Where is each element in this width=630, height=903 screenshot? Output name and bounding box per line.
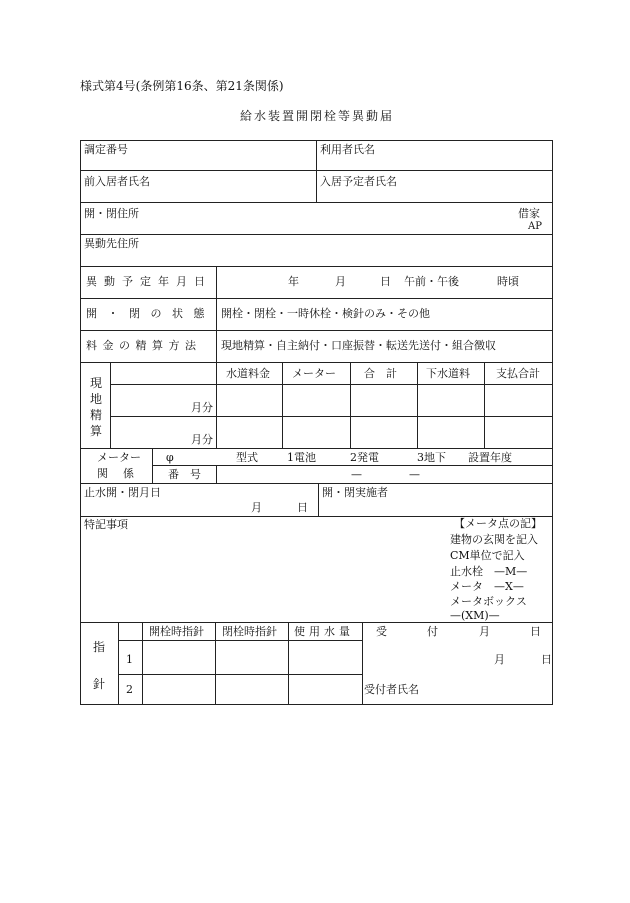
date-time-label: 時頃 xyxy=(497,275,519,288)
reading-row-1-number: 1 xyxy=(126,653,133,666)
legend-line-2: CM単位で記入 xyxy=(450,549,525,562)
header-sewer-fee: 下水道料 xyxy=(426,367,470,380)
reading-row-2-number: 2 xyxy=(126,683,133,696)
month-label-2: 月分 xyxy=(191,433,213,446)
meter-number-dash-1: — xyxy=(351,468,362,481)
status-options[interactable]: 開栓・閉栓・一時休栓・検針のみ・その他 xyxy=(221,307,430,320)
meter-phi: φ xyxy=(166,451,174,464)
date-ampm-label: 午前・午後 xyxy=(404,275,459,288)
move-address-field[interactable] xyxy=(84,251,548,263)
new-resident-label: 入居予定者氏名 xyxy=(320,175,397,188)
move-address-label: 異動先住所 xyxy=(84,237,139,250)
received-date-day: 日 xyxy=(541,653,552,666)
user-name-field[interactable] xyxy=(320,156,548,168)
received-attach-label: 付 xyxy=(427,625,438,638)
form-number: 様式第4号(条例第16条、第21条関係) xyxy=(80,79,284,93)
received-month-label: 月 xyxy=(479,625,490,638)
month-label-1: 月分 xyxy=(191,401,213,414)
meter-type-label: 型式 xyxy=(236,451,258,464)
header-payment-total: 支払合計 xyxy=(496,367,540,380)
header-meter: メーター xyxy=(292,367,336,380)
received-date-month: 月 xyxy=(494,653,505,666)
header-close-reading: 閉栓時指針 xyxy=(222,625,277,638)
legend-line-4: メータ —X— xyxy=(450,580,524,593)
new-resident-field[interactable] xyxy=(320,188,548,200)
rental-label: 借家 xyxy=(518,207,540,220)
reading-side-bottom: 針 xyxy=(93,677,106,691)
header-water-fee: 水道料金 xyxy=(226,367,270,380)
user-name-label: 利用者氏名 xyxy=(320,143,375,156)
received-label: 受 xyxy=(376,625,387,638)
executor-label: 開・閉実施者 xyxy=(322,486,388,499)
meter-label-bottom: 関 係 xyxy=(97,467,136,480)
meter-number-sub-label: 番 号 xyxy=(168,468,201,481)
reading-side-top: 指 xyxy=(93,640,106,654)
prev-resident-label: 前入居者氏名 xyxy=(84,175,150,188)
open-close-address-label: 開・閉住所 xyxy=(84,207,139,220)
header-total: 合 計 xyxy=(364,367,397,380)
legend-line-3: 止水栓 —M— xyxy=(450,565,528,578)
date-month-label: 月 xyxy=(335,275,346,288)
notes-field[interactable] xyxy=(84,534,434,618)
date-day-label: 日 xyxy=(380,275,391,288)
received-day-label: 日 xyxy=(530,625,541,638)
executor-field[interactable] xyxy=(322,500,548,512)
notes-label: 特記事項 xyxy=(84,518,128,531)
legend-line-5: メータボックス xyxy=(450,595,527,608)
legend-line-1: 建物の玄関を記入 xyxy=(450,533,538,546)
settlement-side-4: 算 xyxy=(90,424,103,438)
move-date-label: 異動予定年月日 xyxy=(86,275,212,288)
stop-valve-label: 止水開・閉月日 xyxy=(84,486,161,499)
payment-options[interactable]: 現地精算・自主納付・口座振替・転送先送付・組合徴収 xyxy=(221,339,496,352)
header-open-reading: 開栓時指針 xyxy=(149,625,204,638)
stop-valve-day: 日 xyxy=(297,501,308,514)
prev-resident-field[interactable] xyxy=(84,188,312,200)
ap-label: AP xyxy=(528,221,542,232)
meter-number-label: 調定番号 xyxy=(84,143,128,156)
settlement-side-1: 現 xyxy=(90,376,103,390)
status-label: 開・閉の状態 xyxy=(86,307,215,320)
settlement-side-2: 地 xyxy=(90,392,103,406)
stop-valve-month: 月 xyxy=(251,501,262,514)
meter-number-field[interactable] xyxy=(84,156,312,168)
date-year-label: 年 xyxy=(288,275,299,288)
form-title: 給水装置開閉栓等異動届 xyxy=(240,109,395,123)
legend-title: 【メータ点の記】 xyxy=(454,517,542,530)
meter-type-option-2[interactable]: 2発電 xyxy=(350,451,379,464)
receiver-name-label: 受付者氏名 xyxy=(364,683,419,696)
install-year-label: 設置年度 xyxy=(468,451,512,464)
payment-label: 料金の精算方法 xyxy=(86,339,202,352)
settlement-side-3: 精 xyxy=(90,408,103,422)
open-close-address-field[interactable] xyxy=(84,220,504,232)
meter-label-top: メーター xyxy=(97,451,141,464)
header-water-usage: 使用水量 xyxy=(294,625,354,638)
legend-line-6: —(XM)— xyxy=(450,609,500,622)
meter-number-dash-2: — xyxy=(409,468,420,481)
meter-type-option-3[interactable]: 3地下 xyxy=(417,451,446,464)
meter-type-option-1[interactable]: 1電池 xyxy=(287,451,316,464)
